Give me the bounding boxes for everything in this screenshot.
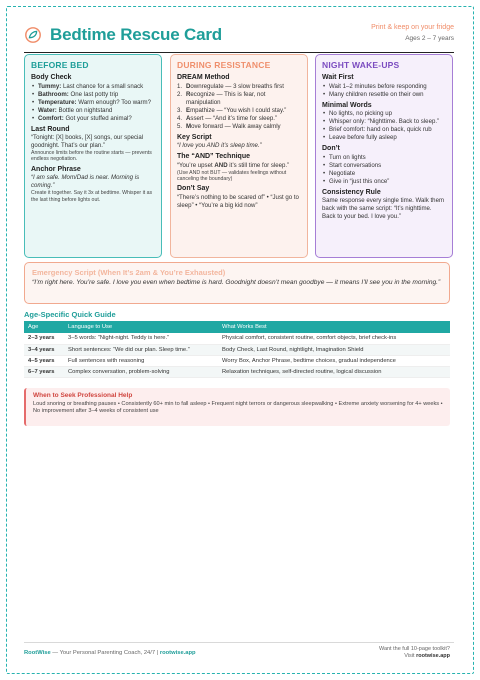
list-item: • Give in “just this once” xyxy=(322,178,446,186)
footer-cta xyxy=(379,646,450,660)
table-cell: 2–3 years xyxy=(24,333,64,344)
during-resistance-title: DURING RESISTANCE xyxy=(177,60,271,70)
table-row xyxy=(24,355,450,366)
dont-list xyxy=(322,154,446,186)
key-script-heading: Key Script xyxy=(177,133,212,141)
and-technique-heading: The “AND” Technique xyxy=(177,153,250,160)
list-item: • Water: Bottle on nightstand xyxy=(31,107,155,115)
list-item: • No lights, no picking up xyxy=(322,110,446,118)
table-cell: 4–5 years xyxy=(24,355,64,366)
body-check-heading: Body Check xyxy=(31,74,72,81)
table-cell: Body Check, Last Round, nightlight, Imagination Shield xyxy=(218,344,450,355)
body-check-list xyxy=(31,83,155,123)
list-item: • Leave before fully asleep xyxy=(322,134,446,142)
last-round-heading: Last Round xyxy=(31,125,70,133)
list-item: • Wait 1–2 minutes before responding xyxy=(322,83,446,91)
footer-divider xyxy=(24,642,454,643)
list-item: • Turn on lights xyxy=(322,154,446,162)
list-item: • Start conversations xyxy=(322,162,446,170)
table-cell: Worry Box, Anchor Phrase, bedtime choices, gradual independence xyxy=(218,355,450,366)
list-item: • Many children resettle on their own xyxy=(322,91,446,99)
list-item: • Whisper only: “Nighttime. Back to sleep.” xyxy=(322,118,446,126)
leaf-logo-icon xyxy=(24,26,42,44)
table-row xyxy=(24,344,450,355)
list-item: 2. Recognize — This is fear, not manipulation xyxy=(177,90,266,106)
table-header-row xyxy=(24,321,450,333)
list-item: 5. Move forward — Walk away calmly xyxy=(177,122,281,130)
list-item: 1. Downregulate — 3 slow breaths first xyxy=(177,82,284,90)
list-item: 3. Empathize — “You wish I could stay.” xyxy=(177,106,287,114)
table-cell: Short sentences: “We did our plan. Sleep time.” xyxy=(64,344,218,355)
professional-help-text: Loud snoring or breathing pauses • Consistently 60+ min to fall asleep • Frequent night terrors or dangerous sleepwalking • Extreme anxiety worsening for 4+ weeks • No improvement after 3–4 weeks of consistent use xyxy=(33,401,443,415)
before-bed-card xyxy=(24,54,162,258)
and-technique-text: “You’re upset AND it’s still time for sleep.” xyxy=(177,161,290,169)
professional-help-title: When to Seek Professional Help xyxy=(33,392,133,399)
and-technique-note: (Use AND not BUT — validates feelings without canceling the boundary) xyxy=(177,169,287,182)
list-item: 4. Assert — “And it’s time for sleep.” xyxy=(177,114,277,122)
column-header: Language to Use xyxy=(64,321,218,333)
list-item: • Brief comfort: hand on back, quick rub xyxy=(322,126,446,134)
header xyxy=(24,24,454,50)
dont-say-text: “There’s nothing to be scared of” • “Just go to sleep” • “You’re a big kid now” xyxy=(177,193,299,209)
dont-heading: Don’t xyxy=(322,145,340,152)
cta-text: Want the full 10-page toolkit? xyxy=(378,646,450,652)
column-header: Age xyxy=(24,321,64,333)
consistency-heading: Consistency Rule xyxy=(322,188,381,196)
table-cell: 3–4 years xyxy=(24,344,64,355)
anchor-phrase-quote: “I am safe. Mom/Dad is near. Morning is coming.” xyxy=(31,174,140,190)
ages-note: Ages 2 – 7 years xyxy=(405,35,454,42)
emergency-title: Emergency Script (When It’s 2am & You’re Exhausted) xyxy=(32,268,226,277)
table-row xyxy=(24,333,450,344)
during-resistance-card xyxy=(170,54,308,258)
age-guide-table xyxy=(24,321,450,378)
footer-tagline: RootWise — Your Personal Parenting Coach, 24/7 | rootwise.app xyxy=(24,650,196,656)
minimal-words-list xyxy=(322,110,446,142)
table-cell: Relaxation techniques, self-directed routine, logical discussion xyxy=(218,366,450,377)
wait-first-heading: Wait First xyxy=(322,74,354,81)
professional-help-box xyxy=(24,388,450,426)
visit-link[interactable]: rootwise.app xyxy=(416,653,450,659)
anchor-phrase-heading: Anchor Phrase xyxy=(31,165,81,173)
emergency-script-box xyxy=(24,262,450,304)
table-row xyxy=(24,366,450,377)
last-round-note: Announce limits before the routine starts — prevents endless negotiation. xyxy=(31,150,152,163)
list-item: • Comfort: Got your stuffed animal? xyxy=(31,115,155,123)
visit-line: Visit rootwise.app xyxy=(404,653,450,659)
print-note: Print & keep on your fridge xyxy=(371,24,454,31)
dream-heading: DREAM Method xyxy=(177,74,230,81)
list-item: • Negotiate xyxy=(322,170,446,178)
list-item: • Temperature: Warm enough? Too warm? xyxy=(31,99,155,107)
before-bed-title: BEFORE BED xyxy=(31,60,89,70)
dont-say-heading: Don’t Say xyxy=(177,185,210,193)
minimal-words-heading: Minimal Words xyxy=(322,101,372,109)
key-script-quote: “I love you AND it’s sleep time.” xyxy=(177,142,262,149)
table-cell: Full sentences with reasoning xyxy=(64,355,218,366)
anchor-phrase-note: Create it together. Say it 3x at bedtime. Whisper it as the last thing before lights out. xyxy=(31,190,153,203)
night-wakeups-card xyxy=(315,54,453,258)
page-title: Bedtime Rescue Card xyxy=(50,25,222,44)
table-cell: Complex conversation, problem-solving xyxy=(64,366,218,377)
emergency-text: “I’m right here. You’re safe. I love you even when bedtime is hard. Goodnight doesn’t mean goodbye — it means I’ll see you in the morning.” xyxy=(32,279,441,286)
table-cell: Physical comfort, consistent routine, comfort objects, brief check-ins xyxy=(218,333,450,344)
table-cell: 3–5 words: “Night-night. Teddy is here.” xyxy=(64,333,218,344)
consistency-text: Same response every single time. Walk them back with the same script: “It’s nighttime. Back to your bed. I love you.” xyxy=(322,197,445,220)
list-item: • Bathroom: One last potty trip xyxy=(31,91,155,99)
wait-first-list xyxy=(322,83,446,99)
column-header: What Works Best xyxy=(218,321,450,333)
list-item: • Tummy: Last chance for a small snack xyxy=(31,83,155,91)
last-round-text: “Tonight: [X] books, [X] songs, our special goodnight. That’s our plan.” xyxy=(31,134,144,149)
dream-list xyxy=(177,83,301,131)
table-cell: 6–7 years xyxy=(24,366,64,377)
age-guide-title: Age-Specific Quick Guide xyxy=(24,310,116,319)
brand-name: RootWise xyxy=(24,650,51,656)
footer-link[interactable]: rootwise.app xyxy=(159,650,196,656)
header-divider xyxy=(24,52,454,53)
night-wakeups-title: NIGHT WAKE-UPS xyxy=(322,60,400,70)
